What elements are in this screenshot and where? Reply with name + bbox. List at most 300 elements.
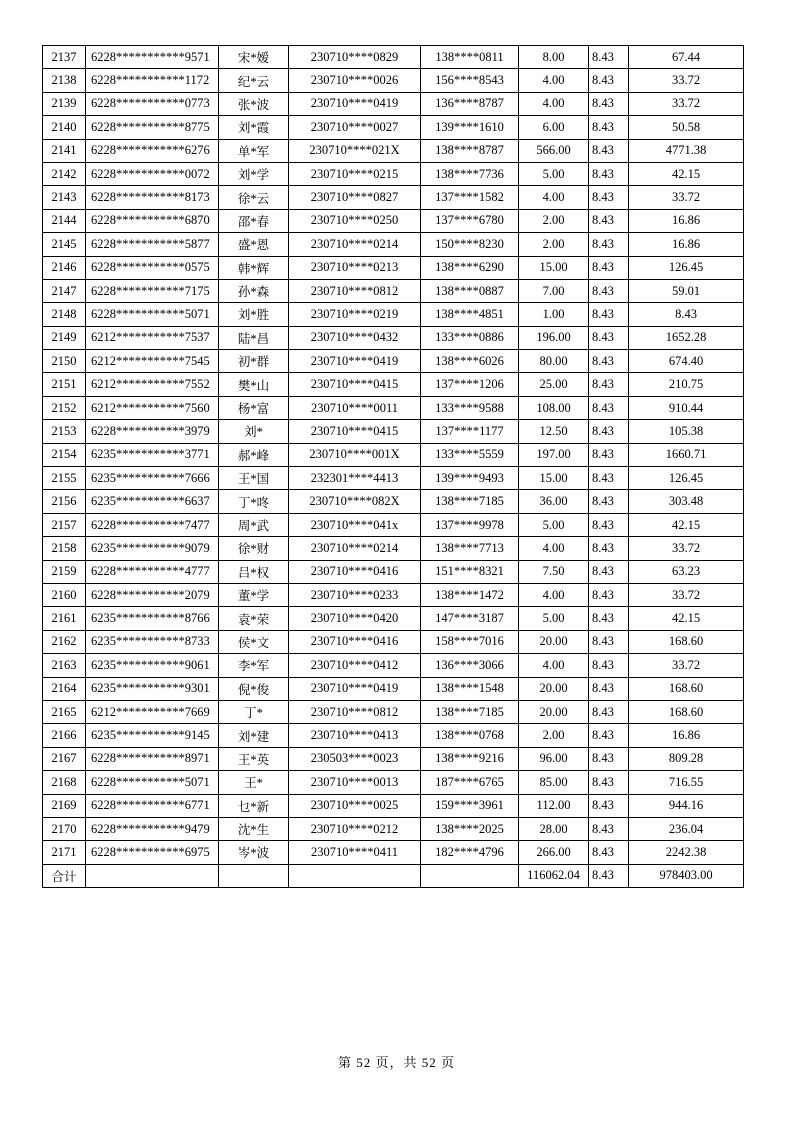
table-row (43, 139, 744, 162)
cell-total: 716.55 (629, 771, 744, 794)
cell-amount: 80.00 (519, 350, 589, 373)
cell-rate: 8.43 (589, 186, 629, 209)
cell-amount: 4.00 (519, 583, 589, 606)
table-row (43, 490, 744, 513)
cell-phone-number: 137****6780 (421, 209, 519, 232)
cell-rate: 8.43 (589, 677, 629, 700)
table-row (43, 279, 744, 302)
cell-rate: 8.43 (589, 817, 629, 840)
table-row (43, 326, 744, 349)
table-row (43, 209, 744, 232)
cell-row-number: 2156 (43, 490, 86, 513)
cell-rate: 8.43 (589, 513, 629, 536)
cell-total: 16.86 (629, 724, 744, 747)
cell-name: 徐*财 (219, 537, 289, 560)
cell-rate: 8.43 (589, 326, 629, 349)
cell-rate: 8.43 (589, 630, 629, 653)
payment-table (42, 45, 744, 888)
cell-amount: 28.00 (519, 817, 589, 840)
cell-rate: 8.43 (589, 350, 629, 373)
cell-id-number: 230710****0413 (289, 724, 421, 747)
cell-card-number (86, 864, 219, 887)
table-row (43, 630, 744, 653)
cell-name: 盛*恩 (219, 233, 289, 256)
cell-name: 王*英 (219, 747, 289, 770)
cell-card-number: 6228***********6975 (86, 841, 219, 864)
cell-id-number: 230503****0023 (289, 747, 421, 770)
cell-row-number: 2167 (43, 747, 86, 770)
cell-card-number: 6228***********8173 (86, 186, 219, 209)
cell-phone-number: 158****7016 (421, 630, 519, 653)
cell-phone-number: 138****8787 (421, 139, 519, 162)
cell-row-number: 2150 (43, 350, 86, 373)
cell-name: 张*波 (219, 92, 289, 115)
cell-total: 8.43 (629, 303, 744, 326)
cell-name: 邵*春 (219, 209, 289, 232)
cell-name: 初*群 (219, 350, 289, 373)
cell-amount: 2.00 (519, 209, 589, 232)
cell-name: 王*国 (219, 467, 289, 490)
cell-row-number: 2155 (43, 467, 86, 490)
cell-rate: 8.43 (589, 490, 629, 513)
table-row (43, 700, 744, 723)
cell-id-number: 230710****0212 (289, 817, 421, 840)
cell-name: 杨*富 (219, 396, 289, 419)
cell-row-number: 2139 (43, 92, 86, 115)
cell-row-number: 2154 (43, 443, 86, 466)
cell-card-number: 6228***********0072 (86, 162, 219, 185)
cell-card-number: 6235***********9301 (86, 677, 219, 700)
cell-phone-number: 150****8230 (421, 233, 519, 256)
cell-row-number: 2146 (43, 256, 86, 279)
cell-total: 50.58 (629, 116, 744, 139)
cell-total: 1660.71 (629, 443, 744, 466)
cell-phone-number: 137****9978 (421, 513, 519, 536)
table-row (43, 162, 744, 185)
cell-phone-number: 139****1610 (421, 116, 519, 139)
cell-card-number: 6228***********7477 (86, 513, 219, 536)
cell-card-number: 6235***********8766 (86, 607, 219, 630)
cell-row-number: 合计 (43, 864, 86, 887)
cell-total: 33.72 (629, 583, 744, 606)
cell-row-number: 2170 (43, 817, 86, 840)
table-row (43, 747, 744, 770)
cell-id-number: 230710****0416 (289, 560, 421, 583)
cell-phone-number: 147****3187 (421, 607, 519, 630)
cell-phone-number: 133****9588 (421, 396, 519, 419)
cell-row-number: 2168 (43, 771, 86, 794)
cell-rate: 8.43 (589, 373, 629, 396)
cell-phone-number: 137****1582 (421, 186, 519, 209)
cell-card-number: 6235***********3771 (86, 443, 219, 466)
cell-row-number: 2164 (43, 677, 86, 700)
cell-card-number: 6228***********5071 (86, 771, 219, 794)
cell-row-number: 2151 (43, 373, 86, 396)
cell-phone-number: 138****6026 (421, 350, 519, 373)
cell-row-number: 2165 (43, 700, 86, 723)
cell-amount: 266.00 (519, 841, 589, 864)
cell-phone-number: 187****6765 (421, 771, 519, 794)
cell-phone-number: 138****7185 (421, 700, 519, 723)
cell-row-number: 2161 (43, 607, 86, 630)
cell-card-number: 6228***********1172 (86, 69, 219, 92)
payment-table-body (43, 46, 744, 888)
cell-id-number (289, 864, 421, 887)
cell-rate: 8.43 (589, 420, 629, 443)
cell-id-number: 230710****0432 (289, 326, 421, 349)
cell-card-number: 6228***********6870 (86, 209, 219, 232)
table-row (43, 303, 744, 326)
table-row (43, 794, 744, 817)
cell-total: 126.45 (629, 467, 744, 490)
cell-id-number: 230710****0213 (289, 256, 421, 279)
cell-id-number: 230710****0827 (289, 186, 421, 209)
table-row (43, 116, 744, 139)
table-row (43, 513, 744, 536)
cell-rate: 8.43 (589, 69, 629, 92)
cell-phone-number: 138****4851 (421, 303, 519, 326)
cell-id-number: 230710****0250 (289, 209, 421, 232)
cell-amount: 7.50 (519, 560, 589, 583)
cell-name: 陆*昌 (219, 326, 289, 349)
cell-phone-number: 138****1548 (421, 677, 519, 700)
cell-phone-number: 137****1177 (421, 420, 519, 443)
cell-card-number: 6228***********8775 (86, 116, 219, 139)
cell-card-number: 6228***********5071 (86, 303, 219, 326)
table-row (43, 186, 744, 209)
cell-amount: 4.00 (519, 92, 589, 115)
cell-amount: 20.00 (519, 630, 589, 653)
cell-rate: 8.43 (589, 700, 629, 723)
cell-total: 16.86 (629, 233, 744, 256)
cell-total: 67.44 (629, 46, 744, 69)
cell-row-number: 2157 (43, 513, 86, 536)
cell-amount: 20.00 (519, 700, 589, 723)
table-row (43, 724, 744, 747)
cell-id-number: 230710****0411 (289, 841, 421, 864)
cell-id-number: 230710****0214 (289, 537, 421, 560)
cell-phone-number: 136****8787 (421, 92, 519, 115)
cell-total: 978403.00 (629, 864, 744, 887)
cell-total: 33.72 (629, 69, 744, 92)
cell-amount: 196.00 (519, 326, 589, 349)
cell-name: 李*军 (219, 654, 289, 677)
cell-total: 63.23 (629, 560, 744, 583)
cell-amount: 7.00 (519, 279, 589, 302)
cell-card-number: 6235***********7666 (86, 467, 219, 490)
cell-name: 侯*文 (219, 630, 289, 653)
cell-id-number: 230710****0812 (289, 700, 421, 723)
cell-rate: 8.43 (589, 396, 629, 419)
cell-id-number: 230710****0027 (289, 116, 421, 139)
table-row (43, 233, 744, 256)
cell-id-number: 230710****001X (289, 443, 421, 466)
table-row (43, 69, 744, 92)
cell-rate: 8.43 (589, 303, 629, 326)
cell-total: 59.01 (629, 279, 744, 302)
cell-id-number: 230710****021X (289, 139, 421, 162)
cell-total: 42.15 (629, 607, 744, 630)
cell-name: 纪*云 (219, 69, 289, 92)
cell-id-number: 230710****0419 (289, 92, 421, 115)
cell-total: 33.72 (629, 92, 744, 115)
cell-name: 丁* (219, 700, 289, 723)
cell-total: 105.38 (629, 420, 744, 443)
cell-phone-number: 133****0886 (421, 326, 519, 349)
cell-row-number: 2163 (43, 654, 86, 677)
cell-total: 944.16 (629, 794, 744, 817)
cell-rate: 8.43 (589, 139, 629, 162)
cell-name: 徐*云 (219, 186, 289, 209)
cell-card-number: 6228***********5877 (86, 233, 219, 256)
cell-id-number: 230710****0419 (289, 677, 421, 700)
cell-name: 刘*霞 (219, 116, 289, 139)
cell-amount: 8.00 (519, 46, 589, 69)
cell-amount: 2.00 (519, 233, 589, 256)
cell-name: 刘*胜 (219, 303, 289, 326)
cell-id-number: 230710****0215 (289, 162, 421, 185)
cell-card-number: 6235***********6637 (86, 490, 219, 513)
cell-row-number: 2142 (43, 162, 86, 185)
table-row (43, 256, 744, 279)
cell-row-number: 2171 (43, 841, 86, 864)
cell-card-number: 6228***********9571 (86, 46, 219, 69)
cell-phone-number: 139****9493 (421, 467, 519, 490)
cell-phone-number: 151****8321 (421, 560, 519, 583)
cell-id-number: 230710****0013 (289, 771, 421, 794)
table-row (43, 607, 744, 630)
cell-rate: 8.43 (589, 162, 629, 185)
table-row (43, 46, 744, 69)
cell-amount: 4.00 (519, 654, 589, 677)
cell-amount: 25.00 (519, 373, 589, 396)
cell-rate: 8.43 (589, 537, 629, 560)
cell-row-number: 2160 (43, 583, 86, 606)
cell-card-number: 6235***********9061 (86, 654, 219, 677)
cell-name: 郝*峰 (219, 443, 289, 466)
cell-phone-number: 138****6290 (421, 256, 519, 279)
cell-name: 宋*嫒 (219, 46, 289, 69)
cell-rate: 8.43 (589, 747, 629, 770)
cell-amount: 112.00 (519, 794, 589, 817)
cell-row-number: 2158 (43, 537, 86, 560)
cell-id-number: 230710****0415 (289, 420, 421, 443)
cell-card-number: 6228***********9479 (86, 817, 219, 840)
cell-rate: 8.43 (589, 256, 629, 279)
cell-rate: 8.43 (589, 467, 629, 490)
cell-amount: 5.00 (519, 607, 589, 630)
table-row (43, 420, 744, 443)
cell-rate: 8.43 (589, 864, 629, 887)
cell-phone-number: 138****1472 (421, 583, 519, 606)
cell-total: 168.60 (629, 677, 744, 700)
cell-phone-number: 138****7713 (421, 537, 519, 560)
cell-total: 674.40 (629, 350, 744, 373)
cell-amount: 6.00 (519, 116, 589, 139)
cell-phone-number: 138****7736 (421, 162, 519, 185)
cell-total: 210.75 (629, 373, 744, 396)
cell-row-number: 2162 (43, 630, 86, 653)
cell-row-number: 2153 (43, 420, 86, 443)
cell-id-number: 230710****0420 (289, 607, 421, 630)
cell-id-number: 230710****0026 (289, 69, 421, 92)
cell-card-number: 6235***********9145 (86, 724, 219, 747)
cell-row-number: 2141 (43, 139, 86, 162)
cell-id-number: 232301****4413 (289, 467, 421, 490)
cell-id-number: 230710****082X (289, 490, 421, 513)
cell-amount: 12.50 (519, 420, 589, 443)
cell-row-number: 2147 (43, 279, 86, 302)
cell-name: 丁*咚 (219, 490, 289, 513)
cell-rate: 8.43 (589, 607, 629, 630)
cell-row-number: 2152 (43, 396, 86, 419)
cell-name: 沈*生 (219, 817, 289, 840)
cell-amount: 2.00 (519, 724, 589, 747)
table-row (43, 654, 744, 677)
table-row (43, 677, 744, 700)
cell-rate: 8.43 (589, 46, 629, 69)
cell-rate: 8.43 (589, 724, 629, 747)
cell-phone-number (421, 864, 519, 887)
cell-total: 168.60 (629, 630, 744, 653)
cell-card-number: 6235***********9079 (86, 537, 219, 560)
cell-rate: 8.43 (589, 116, 629, 139)
cell-name: 刘*建 (219, 724, 289, 747)
cell-name: 吕*权 (219, 560, 289, 583)
cell-rate: 8.43 (589, 841, 629, 864)
cell-total: 42.15 (629, 513, 744, 536)
cell-rate: 8.43 (589, 771, 629, 794)
cell-name: 倪*俊 (219, 677, 289, 700)
cell-total: 2242.38 (629, 841, 744, 864)
cell-phone-number: 138****0887 (421, 279, 519, 302)
cell-total: 168.60 (629, 700, 744, 723)
table-row (43, 841, 744, 864)
cell-name: 乜*新 (219, 794, 289, 817)
cell-total: 303.48 (629, 490, 744, 513)
cell-card-number: 6235***********8733 (86, 630, 219, 653)
cell-phone-number: 138****7185 (421, 490, 519, 513)
cell-name: 刘* (219, 420, 289, 443)
cell-name: 袁*荣 (219, 607, 289, 630)
cell-card-number: 6228***********0773 (86, 92, 219, 115)
cell-row-number: 2166 (43, 724, 86, 747)
cell-id-number: 230710****0416 (289, 630, 421, 653)
cell-amount: 4.00 (519, 186, 589, 209)
cell-rate: 8.43 (589, 560, 629, 583)
cell-name: 董*学 (219, 583, 289, 606)
cell-card-number: 6228***********2079 (86, 583, 219, 606)
cell-rate: 8.43 (589, 443, 629, 466)
cell-row-number: 2159 (43, 560, 86, 583)
cell-rate: 8.43 (589, 583, 629, 606)
cell-total: 4771.38 (629, 139, 744, 162)
cell-name: 王* (219, 771, 289, 794)
cell-amount: 4.00 (519, 537, 589, 560)
cell-total: 16.86 (629, 209, 744, 232)
table-row (43, 537, 744, 560)
cell-rate: 8.43 (589, 209, 629, 232)
cell-phone-number: 136****3066 (421, 654, 519, 677)
cell-card-number: 6228***********8971 (86, 747, 219, 770)
cell-name: 孙*森 (219, 279, 289, 302)
table-row (43, 350, 744, 373)
cell-card-number: 6212***********7560 (86, 396, 219, 419)
cell-total: 42.15 (629, 162, 744, 185)
cell-amount: 96.00 (519, 747, 589, 770)
cell-amount: 4.00 (519, 69, 589, 92)
cell-row-number: 2137 (43, 46, 86, 69)
cell-amount: 5.00 (519, 513, 589, 536)
cell-name (219, 864, 289, 887)
cell-row-number: 2148 (43, 303, 86, 326)
cell-amount: 116062.04 (519, 864, 589, 887)
table-row (43, 396, 744, 419)
cell-total: 236.04 (629, 817, 744, 840)
table-row (43, 467, 744, 490)
cell-total: 910.44 (629, 396, 744, 419)
cell-name: 单*军 (219, 139, 289, 162)
cell-row-number: 2143 (43, 186, 86, 209)
cell-row-number: 2169 (43, 794, 86, 817)
cell-row-number: 2140 (43, 116, 86, 139)
cell-card-number: 6212***********7669 (86, 700, 219, 723)
table-row (43, 92, 744, 115)
table-row (43, 443, 744, 466)
cell-name: 岑*波 (219, 841, 289, 864)
cell-card-number: 6228***********3979 (86, 420, 219, 443)
cell-total: 126.45 (629, 256, 744, 279)
cell-id-number: 230710****041x (289, 513, 421, 536)
cell-row-number: 2149 (43, 326, 86, 349)
cell-rate: 8.43 (589, 654, 629, 677)
cell-card-number: 6212***********7537 (86, 326, 219, 349)
page-number-text: 第 52 页，共 52 页 (337, 1055, 455, 1070)
cell-card-number: 6228***********6771 (86, 794, 219, 817)
cell-id-number: 230710****0214 (289, 233, 421, 256)
cell-total: 809.28 (629, 747, 744, 770)
cell-amount: 197.00 (519, 443, 589, 466)
cell-phone-number: 133****5559 (421, 443, 519, 466)
cell-id-number: 230710****0412 (289, 654, 421, 677)
cell-card-number: 6228***********7175 (86, 279, 219, 302)
cell-card-number: 6228***********6276 (86, 139, 219, 162)
cell-id-number: 230710****0812 (289, 279, 421, 302)
cell-card-number: 6212***********7545 (86, 350, 219, 373)
cell-phone-number: 138****2025 (421, 817, 519, 840)
cell-amount: 15.00 (519, 256, 589, 279)
cell-name: 韩*辉 (219, 256, 289, 279)
cell-phone-number: 137****1206 (421, 373, 519, 396)
table-row (43, 560, 744, 583)
cell-amount: 20.00 (519, 677, 589, 700)
cell-total: 33.72 (629, 537, 744, 560)
cell-amount: 85.00 (519, 771, 589, 794)
cell-row-number: 2144 (43, 209, 86, 232)
cell-id-number: 230710****0419 (289, 350, 421, 373)
cell-card-number: 6212***********7552 (86, 373, 219, 396)
cell-row-number: 2145 (43, 233, 86, 256)
cell-phone-number: 138****0768 (421, 724, 519, 747)
cell-card-number: 6228***********4777 (86, 560, 219, 583)
cell-phone-number: 138****0811 (421, 46, 519, 69)
table-row (43, 771, 744, 794)
cell-row-number: 2138 (43, 69, 86, 92)
cell-name: 刘*学 (219, 162, 289, 185)
cell-rate: 8.43 (589, 233, 629, 256)
cell-phone-number: 159****3961 (421, 794, 519, 817)
table-row (43, 583, 744, 606)
